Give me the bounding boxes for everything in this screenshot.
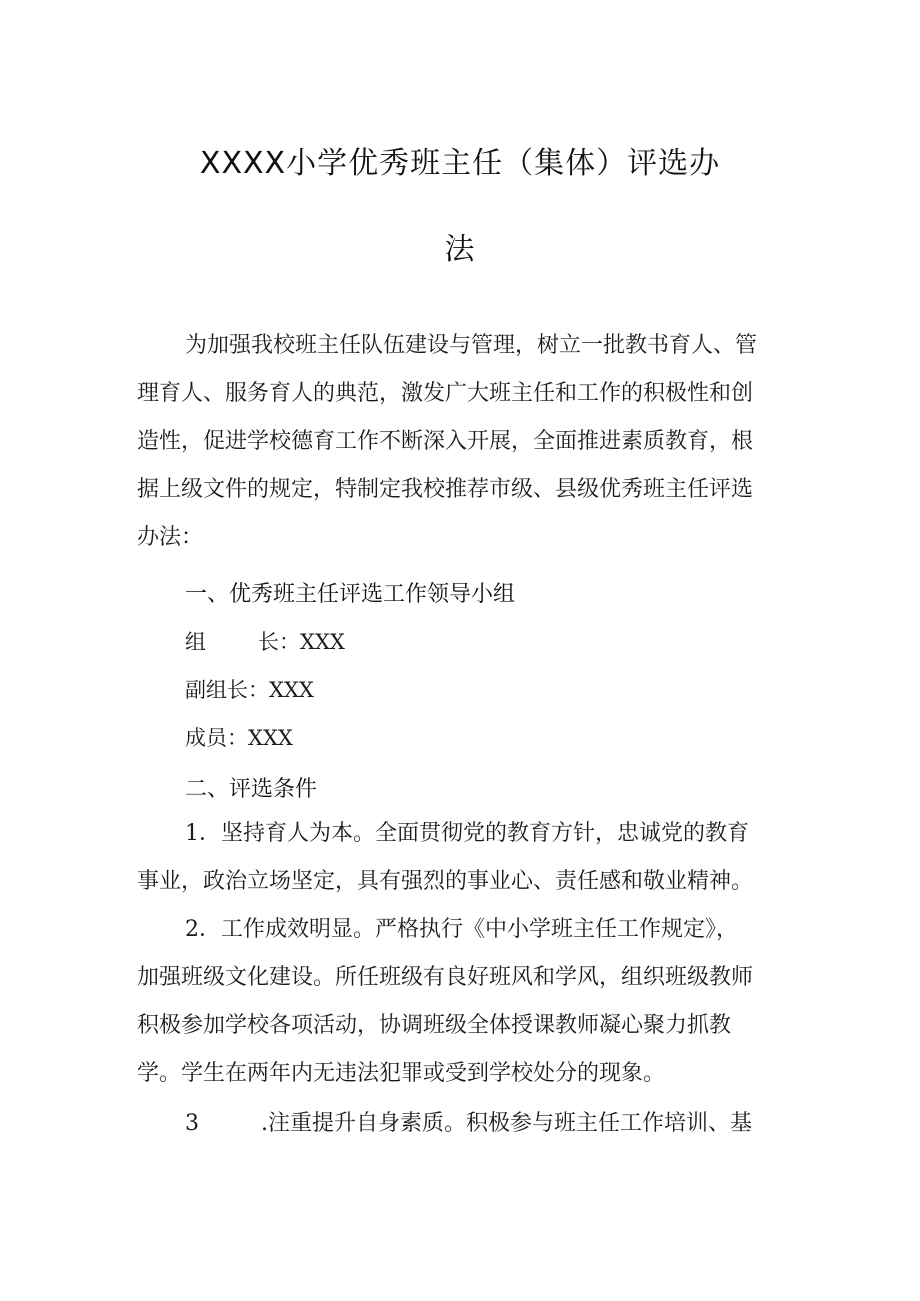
criteria-line: 1．坚持育人为本。全面贯彻党的教育方针，忠诚党的教育 <box>185 821 749 846</box>
criteria-line: 学。学生在两年内无违法犯罪或受到学校处分的现象。 <box>137 1061 666 1086</box>
leader-label-a: 组 <box>185 630 206 654</box>
leader-row <box>185 626 345 656</box>
intro-line: 为加强我校班主任队伍建设与管理，树立一批教书育人、管 <box>185 333 758 358</box>
criteria-item3-text: .注重提升自身素质。积极参与班主任工作培训、基 <box>261 1111 752 1136</box>
members-row: 成员：XXX <box>185 726 293 750</box>
criteria-line <box>137 1100 787 1148</box>
criteria-item-1 <box>137 810 787 906</box>
section1-heading: 一、优秀班主任评选工作领导小组 <box>185 582 516 607</box>
criteria-line: 2．工作成效明显。严格执行《中小学班主任工作规定》， <box>185 917 738 942</box>
intro-line: 办法： <box>137 525 204 550</box>
criteria-item-2 <box>137 906 787 1098</box>
document-title-line1: XXXX小学优秀班主任（集体）评选办 <box>199 146 721 181</box>
intro-paragraph <box>137 322 787 562</box>
intro-line: 据上级文件的规定，特制定我校推荐市级、县级优秀班主任评选 <box>137 477 754 502</box>
leader-label-b: 长：XXX <box>258 630 345 654</box>
criteria-line: 积极参加学校各项活动，协调班级全体授课教师凝心聚力抓教 <box>137 1013 732 1038</box>
section2-heading: 二、评选条件 <box>185 777 318 802</box>
criteria-item3-number: 3 <box>185 1111 199 1136</box>
deputy-row: 副组长：XXX <box>185 678 314 702</box>
document-title-line2: 法 <box>444 232 476 267</box>
intro-line: 理育人、服务育人的典范，激发广大班主任和工作的积极性和创 <box>137 381 754 406</box>
criteria-line: 事业，政治立场坚定，具有强烈的事业心、责任感和敬业精神。 <box>137 869 754 894</box>
criteria-line: 加强班级文化建设。所任班级有良好班风和学风，组织班级教师 <box>137 965 754 990</box>
intro-line: 造性，促进学校德育工作不断深入开展，全面推进素质教育，根 <box>137 429 754 454</box>
criteria-item-3 <box>137 1100 787 1148</box>
